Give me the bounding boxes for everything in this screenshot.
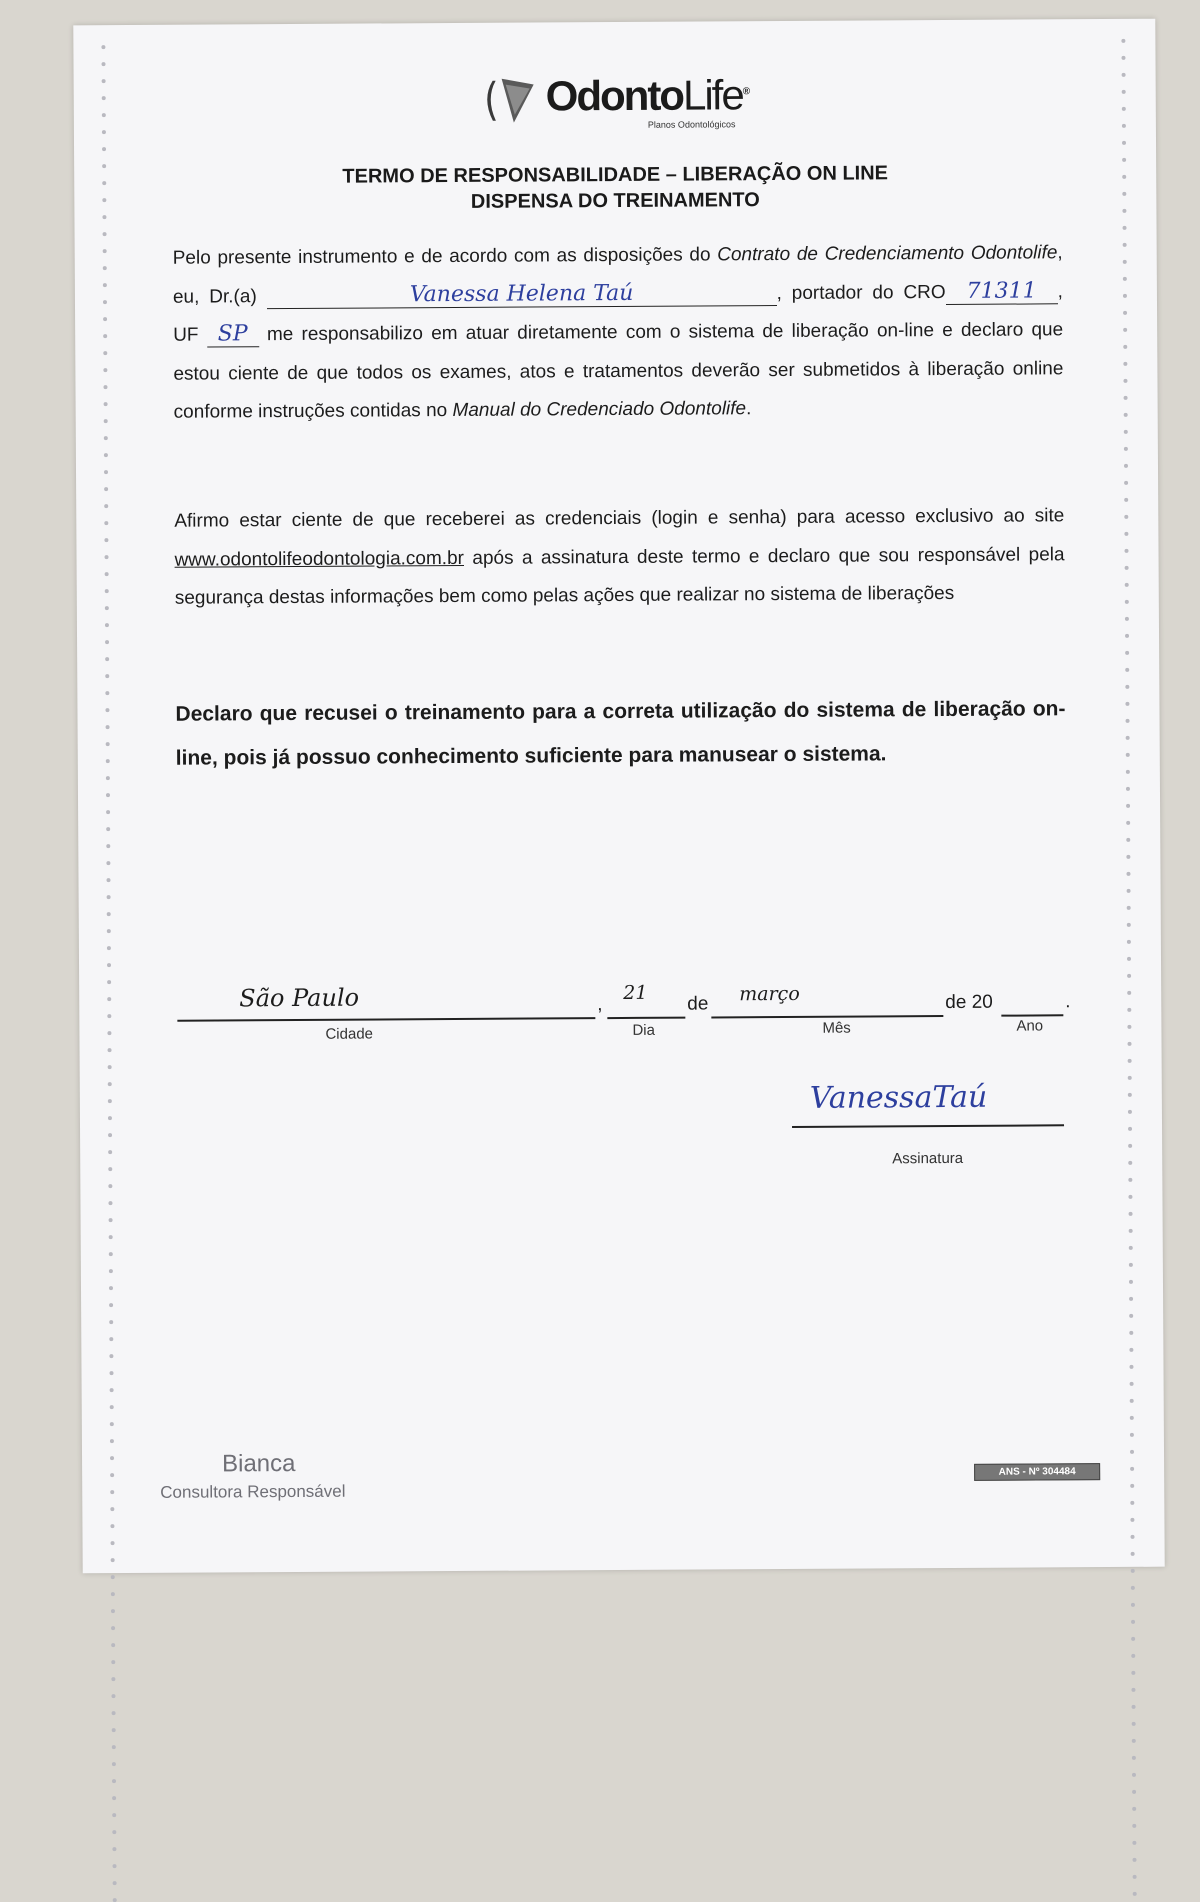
signature-line bbox=[792, 1124, 1064, 1128]
city-handwriting: São Paulo bbox=[239, 983, 360, 1013]
label-city: Cidade bbox=[325, 1025, 374, 1043]
month-handwriting: março bbox=[739, 982, 800, 1006]
city-line bbox=[177, 1017, 595, 1022]
odontolife-logo bbox=[484, 69, 764, 141]
manual-name: Manual do Credenciado Odontolife bbox=[452, 398, 747, 422]
tooth-logo-icon bbox=[484, 74, 540, 128]
paragraph-2: Afirmo estar ciente de que receberei as credenciais (login e senha) para acesso exclusivo ao site www.odontolifeodontologia.com.br após a assinatura deste termo e declaro que sou responsável pela segurança destas informações bem como pelas ações que realizar no sistema de liberações bbox=[174, 505, 1065, 609]
perforation-right bbox=[1111, 39, 1146, 1547]
day-line bbox=[607, 1017, 685, 1019]
period-text: . bbox=[1065, 991, 1071, 1013]
comma-text: , bbox=[597, 994, 603, 1016]
month-line bbox=[711, 1015, 943, 1018]
de-text-2: de 20 bbox=[945, 991, 993, 1014]
consultant-name: Bianca bbox=[221, 1449, 296, 1478]
label-day: Dia bbox=[632, 1021, 655, 1039]
logo-wordmark: OdontoLife® bbox=[545, 71, 749, 120]
year-line bbox=[1001, 1014, 1063, 1016]
document-sheet bbox=[73, 19, 1164, 1574]
name-field: Vanessa Helena Taú bbox=[267, 281, 777, 309]
de-text-1: de bbox=[687, 993, 709, 1015]
title-line-2: DISPENSA DO TREINAMENTO bbox=[470, 189, 760, 213]
paragraph-1: Pelo presente instrumento e de acordo com as disposições do Contrato de Credenciamento Odontolife, eu, Dr.(a) Vanessa Helena Taú , portador do CRO 71311 , UF SP me responsabilizo em atuar diretamente com o sistema de liberação on-line e declaro que estou ciente de que todos os exames, atos e tratamentos deverão ser submetidos à liberação online conforme instruções contidas no Manual do Credenciado Odontolife. bbox=[172, 242, 1064, 423]
perforation-left bbox=[91, 45, 126, 1553]
declaration-text: Declaro que recusei o treinamento para a correta utilização do sistema de liberação on-line, pois já possuo conhecimento suficiente para manusear o sistema. bbox=[175, 697, 1066, 770]
label-signature: Assinatura bbox=[892, 1149, 964, 1168]
label-year: Ano bbox=[1016, 1017, 1044, 1035]
uf-field: SP bbox=[207, 322, 259, 347]
day-handwriting: 21 bbox=[623, 981, 648, 1004]
contract-name: Contrato de Credenciamento Odontolife bbox=[717, 242, 1058, 266]
title-line-1: TERMO DE RESPONSABILIDADE – LIBERAÇÃO ON LINE bbox=[342, 162, 889, 188]
logo-subtitle: Planos Odontológicos bbox=[647, 119, 736, 130]
label-month: Mês bbox=[822, 1019, 851, 1037]
ans-badge: ANS - Nº 304484 bbox=[974, 1463, 1100, 1481]
cro-field: 71311 bbox=[946, 279, 1058, 305]
consultant-role: Consultora Responsável bbox=[160, 1481, 346, 1502]
site-link[interactable]: www.odontolifeodontologia.com.br bbox=[174, 547, 465, 571]
signature-handwriting: VanessaTaú bbox=[809, 1079, 988, 1116]
